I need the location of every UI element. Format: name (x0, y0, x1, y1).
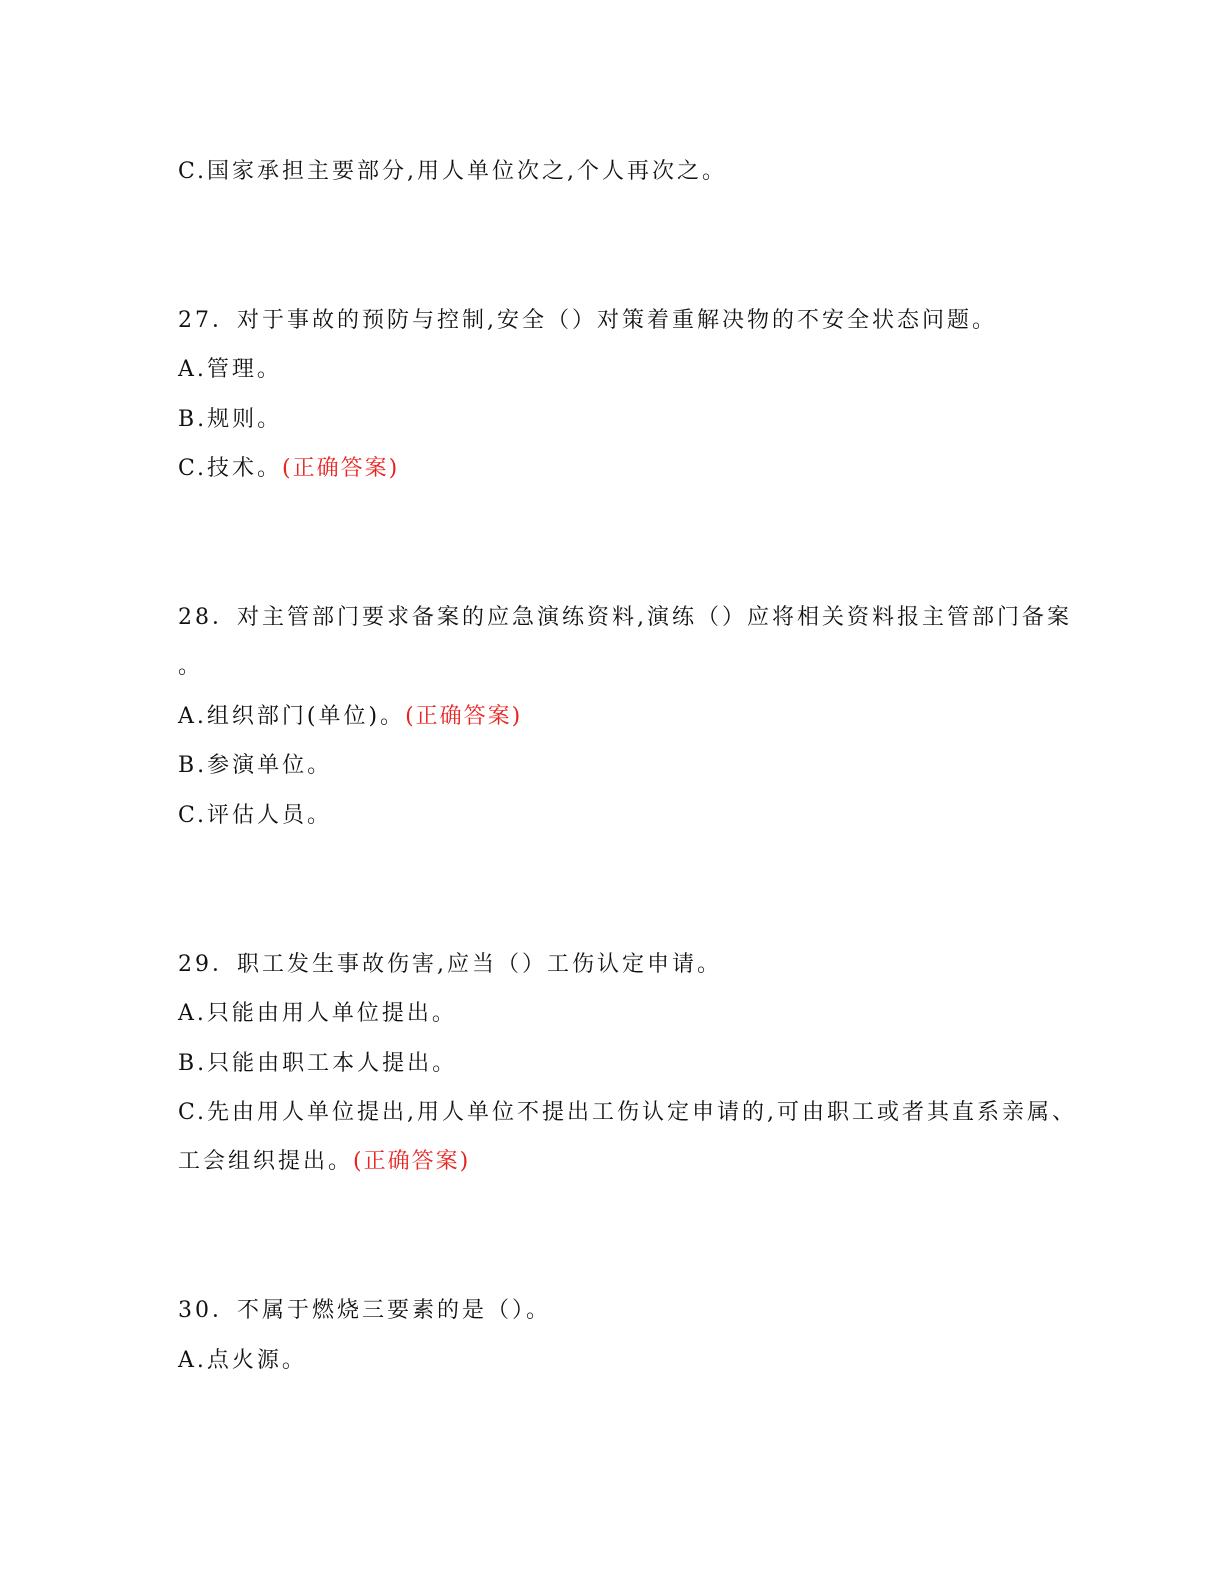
q29-option-a (178, 999, 457, 1029)
q27-option-c (178, 454, 399, 484)
line-text: A.组织部门(单位)。 (178, 704, 406, 729)
line-text: A.只能由用人单位提出。 (178, 1001, 457, 1026)
line-text: B.规则。 (178, 407, 283, 432)
line-text: A.点火源。 (178, 1348, 307, 1373)
line-text: B.参演单位。 (178, 753, 333, 778)
q27-option-a (178, 355, 282, 385)
line-text: A.管理。 (178, 357, 282, 382)
q28-option-a (178, 702, 522, 732)
line-text: 29．职工发生事故伤害,应当（）工伤认定申请。 (178, 952, 722, 977)
line-text: 27．对于事故的预防与控制,安全（）对策着重解决物的不安全状态问题。 (178, 308, 997, 333)
line-text: 。 (178, 654, 204, 679)
q28-question (178, 603, 1072, 633)
line-text: C.技术。 (178, 456, 283, 481)
correct-answer-mark: (正确答案) (405, 704, 523, 729)
line-text: C.先由用人单位提出,用人单位不提出工伤认定申请的,可由职工或者其直系亲属、 (178, 1100, 1078, 1125)
q28-question-continued (178, 652, 203, 682)
line-text: 28．对主管部门要求备案的应急演练资料,演练（）应将相关资料报主管部门备案 (178, 605, 1072, 630)
line-text: B.只能由职工本人提出。 (178, 1051, 458, 1076)
correct-answer-mark: (正确答案) (353, 1149, 471, 1174)
q28-option-c (178, 801, 332, 831)
line-text: C.评估人员。 (178, 803, 333, 828)
q27-option-b (178, 405, 282, 435)
correct-answer-mark: (正确答案) (282, 456, 400, 481)
q29-option-c (178, 1098, 1077, 1128)
q30-option-a (178, 1346, 307, 1376)
q30-question (178, 1296, 551, 1326)
line-text: 30．不属于燃烧三要素的是（）。 (178, 1298, 551, 1323)
q26-option-c (178, 157, 727, 187)
line-text: C.国家承担主要部分,用人单位次之,个人再次之。 (178, 159, 728, 184)
line-text: 工会组织提出。 (178, 1149, 354, 1174)
q28-option-b (178, 751, 332, 781)
q27-question (178, 306, 997, 336)
q29-option-b (178, 1049, 457, 1079)
q29-option-c-continued (178, 1147, 470, 1177)
q29-question (178, 950, 722, 980)
